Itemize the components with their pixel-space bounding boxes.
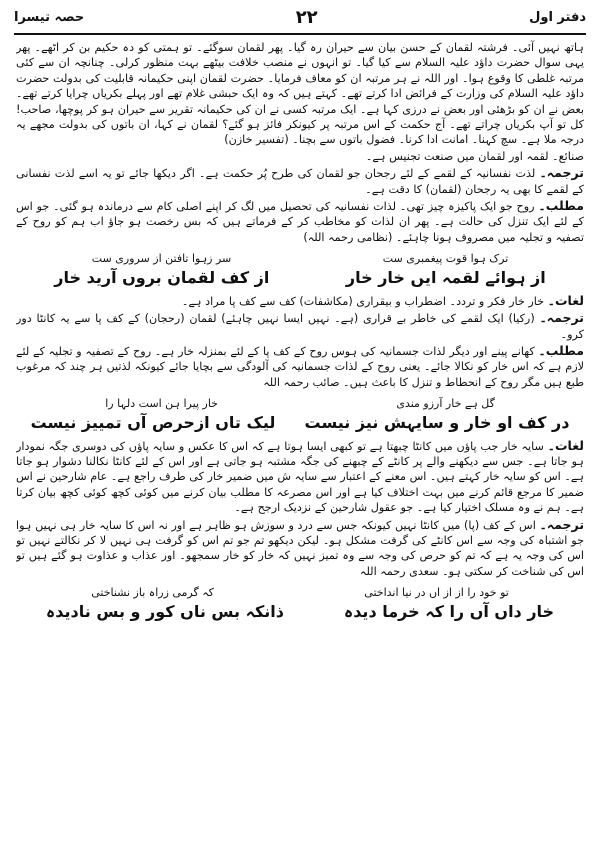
verse-note-right: گل ہے خار آرزو مندی: [396, 397, 495, 411]
verse-hemistich-left: از کف لقمان بروں آرید خار: [54, 267, 270, 287]
section-label: لغات۔: [547, 437, 584, 453]
page-number: ۲۲: [295, 6, 318, 28]
verse-note-left: کہ گرمی زراہ باز نشناختی: [91, 586, 214, 600]
verse-hemistich-right: در کف او خار و سایہش نیز نیست: [304, 412, 570, 432]
paragraph: ہاتھ نہیں آئی۔ فرشتہ لقمان کے حسن بیان سے حیران رہ گیا۔ پھر لقمان سوگئے۔ تو ہمتی کو دہ حکیم بن کر اٹھے۔ پھر یہی سوال حضرت داؤد علیہ السلام سے کیا گیا۔ تو انہوں نے منصب خلافت بیٹھے بہت منظور کرلی۔ چنانچہ ان سے کئی مرتبہ غلطی کا وقوع ہوا۔ اور اللہ نے ہر مرتبہ ان کو معاف فرمایا۔ حضرت لقمان اپنی حکیمانہ قابلیت کی بدولت حضرت داؤد علیہ السلام کی وزارت کے فرائض ادا کرتے تھے۔ کہتے ہیں کہ وہ ایک حبشی غلام تھے اور پہلے بکریاں چرایا کرتے تھے۔ بعض نے ان کو بڑھئی اور بعض نے درزی کہا ہے۔ ایک مرتبہ کسی نے ان کی حکیمانہ تقریر سے حیران ہو کر پوچھا، صاحب! کل تو آپ بکریاں چراتے تھے۔ آج حکمت کے اس مرتبہ پر کیونکر فائز ہو گئے؟ لقمان نے کہا، ان باتوں کی بدولت مجھے یہ درجہ ملا ہے۔ سچ کہنا۔ امانت ادا کرنا۔ فضول باتوں سے بچنا۔ (تفسیر خازن): [16, 41, 584, 147]
section-label: ترجمہ۔: [539, 516, 584, 532]
section-label: ترجمہ۔: [539, 310, 584, 326]
verse-couplet: [16, 412, 584, 434]
header-section-label: حصہ تیسرا: [14, 9, 85, 25]
verse-hemistich-right: از ہوائے لقمہ ایں خار خار: [345, 267, 546, 287]
verse-note: [16, 585, 584, 600]
header-book-label: دفتر اول: [529, 9, 586, 25]
verse-hemistich-right: خار داں آں را کہ خرما دیدہ: [343, 601, 555, 621]
lughat-block: [16, 293, 584, 309]
verse-note-left: خار پیرا ہن است دلہا را: [105, 397, 218, 411]
paragraph: صنائع۔ لقمہ اور لقمان میں صنعت تجنیس ہے۔: [365, 149, 584, 163]
verse-hemistich-left: لیک تاں ازحرص آں تمییز نیست: [30, 412, 276, 432]
section-label: مطلب۔: [538, 342, 584, 358]
header-rule: [14, 33, 586, 35]
section-label: لغات۔: [547, 292, 584, 308]
section-text: لذت نفسانیہ کے لقمے کے لئے رجحان جو لقمان کی طرح پُر حکمت ہے۔ اگر دیکھا جائے تو یہ اسے لذت نفسانی کے لقمے کا بھی یہ رجحان (لقمان) کا دقت ہے۔: [16, 167, 584, 196]
page-header: [14, 4, 586, 30]
verse-couplet: [16, 267, 584, 289]
verse-couplet: [16, 601, 584, 623]
page-body: [16, 40, 584, 841]
matlab-block: [16, 343, 584, 390]
tarjuma-block: [16, 517, 584, 580]
verse-note: [16, 396, 584, 411]
verse-note-right: تو خود را از از اں در نیا انداختی: [364, 586, 509, 600]
tarjuma-block: [16, 310, 584, 342]
section-text: کھانے پینے اور دیگر لذات جسمانیہ کی ہوس روح کے کف پا کے لئے بمنزلہ خار ہے۔ روح کے تصفیہ و تجلیہ کے لئے لازم ہے کہ اس خار کو نکالا جائے۔ یعنی روح کے لذات جسمانیہ کی آلودگی سے بچایا جائے کیونکہ لذتیں ہر چند کہ مرغوب طبع ہیں مگر روح کے انحطاط و تنزل کا باعث ہیں۔ صائب رحمہ اللہ: [16, 344, 584, 389]
verse-hemistich-left: ذانکہ بس ناں کور و بس نادیدہ: [45, 601, 284, 621]
section-text: (رکیا) ایک لقمے کی خاطر بے قراری (ہے۔ نہیں ایسا نہیں چاہئے) لقمان (رحجان) کے کف پا سے یہ کانٹا دور کرو۔: [16, 312, 584, 341]
verse-note-right: ترک ہوا قوت پیغمبری ست: [382, 252, 509, 266]
verse-note-left: سر زہوا تافتن از سروری ست: [91, 252, 232, 266]
verse-note: [16, 251, 584, 266]
section-text: روح جو ایک پاکیزہ چیز تھی۔ لذات نفسانیہ کی تحصیل میں لگ کر اپنے اصلی کام سے درماندہ ہو گئی۔ جو اس کے لئے ایک تنزل کی حالت ہے۔ پھر ان لذات کو مخاطب کر کے فرماتے ہیں کہ بس رخصت ہو جاؤ اب ہم کو روح کے تصفیہ و تجلیہ میں مصروف ہونا چاہئے۔ (نظامی رحمہ اللہ): [16, 200, 584, 244]
section-label: ترجمہ۔: [539, 165, 584, 181]
lughat-block: [16, 438, 584, 516]
section-label: مطلب۔: [538, 198, 584, 214]
section-text: سایہ خار جب پاؤں میں کانٹا چبھتا ہے تو کبھی ایسا ہوتا ہے کہ اس کا عکس و سایہ پاؤں کی دوسری جگہ نمودار ہو جاتا ہے۔ جس سے دیکھنے والے پر کانٹے کے چبھنے کی جگہ مشتبہ ہو جاتی ہے اور اس کے لئے کانٹا نکالنا دشوار ہو جاتا ہے۔ اس کو سایہ خار کہتے ہیں۔ اس معنے کے اعتبار سے سایہ ش میں ضمیر خار کی طرف راجع ہے۔ عام شارحین نے اس ضمیر کا مرجع قائم کرنے میں بہت اختلاف کیا ہے اور اس مصرعہ کا مطلب بیان کرنے میں کوئی کچھ کوئی کچھ بیان کرتا ہے۔ ہم نے وہ مسلک اختیار کیا ہے۔ جو عقول شارحین کے نزدیک ارجح ہے۔: [16, 439, 584, 515]
matlab-block: [16, 198, 584, 245]
section-text: خار خار فکر و تردد۔ اضطراب و بیقراری (مکاشفات) کف سے کف پا مراد ہے۔: [181, 294, 545, 308]
tarjuma-block: [16, 165, 584, 197]
section-text: اس کے کف (پا) میں کانٹا نہیں کیونکہ جس سے درد و سوزش ہو ظاہر ہے اور نہ اس کا سایہ خار ہی نہیں ہوا جو اشتباہ کی وجہ سے اس کانٹے کی گرفت مشکل ہو۔ لیکن دیکھو تم جو تم اس کو گرفت ہی نہیں لا کر نکالتے نہیں تو اس کی وجہ یہ ہے کہ تم کو حرص کی وجہ سے وہ تمیز نہیں کہ خار کو خار سمجھو۔ اور عذاب و عذاوت ہو گئے ہیں تو اس کی شناخت کر سکتی ہو۔ سعدی رحمہ اللہ: [16, 518, 584, 578]
